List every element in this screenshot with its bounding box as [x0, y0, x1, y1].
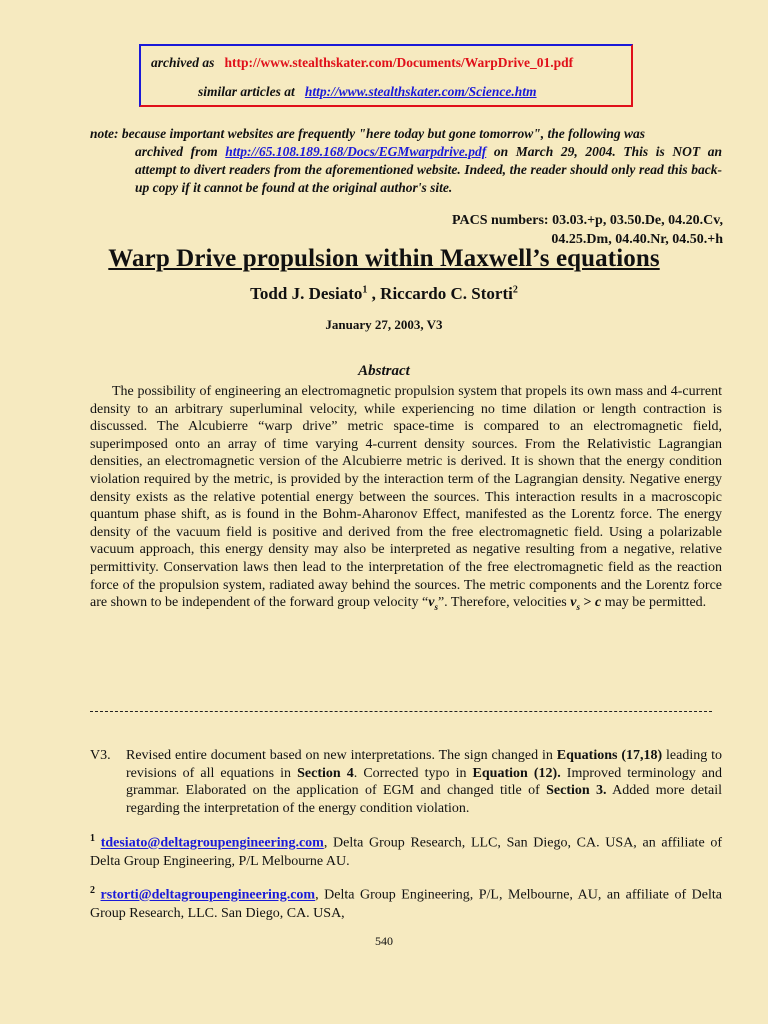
pacs-line-2: 04.25.Dm, 04.40.Nr, 04.50.+h	[551, 232, 723, 247]
archive-note	[90, 125, 722, 197]
revision-text-2: leading to revisions of all equations in	[126, 748, 723, 781]
revision-text-3: . Corrected typo in	[353, 765, 473, 781]
author-2: Riccardo C. Storti	[380, 284, 513, 303]
revision-equations-ref: Equations (17,18)	[556, 748, 663, 763]
abstract-text-c: may be permitted.	[601, 595, 707, 611]
revision-body	[90, 747, 722, 817]
greater-than-sign: >	[580, 595, 595, 611]
pacs-line-1: PACS numbers: 03.03.+p, 03.50.De, 04.20.Cv,	[451, 213, 723, 228]
revision-equation12-ref: Equation (12).	[472, 765, 561, 781]
author-1: Todd J. Desiato	[250, 284, 363, 303]
c-symbol: c	[594, 595, 602, 611]
source-url-link[interactable]: http://65.108.189.168/Docs/EGMwarpdrive.pdf	[225, 144, 487, 159]
author-2-footnote-mark: 2	[512, 284, 518, 296]
revision-text-5: Added more detail regarding the interpretation of the energy condition violation.	[126, 783, 722, 816]
revision-section4-ref: Section 4	[297, 765, 354, 781]
footnote-1	[90, 830, 722, 871]
abstract-text-a: The possibility of engineering an electromagnetic propulsion system that propels its own mass and 4-current density to an arbitrary superluminal velocity, while experiencing no time dilation or length contraction is discussed. The Alcubierre “warp drive” metric space-time is compared to an electromagnetic field, superimposed onto an array of time varying 4-current density sources. From the Relativistic Lagrangian densities, an electromagnetic version of the Alcubierre metric is derived. It is shown that the energy condition violation required by the metric, is provided by the interaction term of the Lagrangian density. Negative energy density exists as the relative potential energy between the sources. This interaction results in a macroscopic quantum phase shift, as is found in the Bohm-Aharonov Effect, manifested as the Lorentz force. The energy density of the vacuum field is positive and derived from the free electromagnetic field. Using a polarizable vacuum approach, this energy density may also be interpreted as negative resulting from a negative, relative permittivity. Conservation laws then lead to the interpretation of the free electromagnetic field as the reaction force of the propulsion system, radiated away behind the sources. The metric components and the Lorentz force are shown to be independent of the forward group velocity “	[90, 384, 722, 611]
vs-symbol: v	[428, 595, 435, 611]
footnote-2-text: , Delta Group Engineering, P/L, Melbourne, AU, an affiliate of Delta Group Research, LLC. San Diego, CA. USA,	[90, 887, 722, 921]
revision-note	[90, 747, 722, 817]
note-archived-from: archived from	[135, 144, 218, 159]
archived-url-link[interactable]: http://www.stealthskater.com/Documents/WarpDrive_01.pdf	[224, 55, 574, 70]
paper-date: January 27, 2003, V3	[325, 317, 443, 332]
revision-section3-ref: Section 3.	[546, 783, 607, 799]
similar-articles-label: similar articles at	[198, 84, 295, 99]
vs-subscript: s	[434, 601, 438, 612]
abstract-heading: Abstract	[358, 363, 410, 379]
footnote-2	[90, 882, 722, 923]
abstract-body	[90, 383, 722, 617]
author-1-footnote-mark: 1	[362, 284, 368, 296]
similar-articles-link[interactable]: http://www.stealthskater.com/Science.htm	[304, 84, 537, 99]
footnote-1-email-link[interactable]: tdesiato@deltagroupengineering.com	[100, 835, 324, 851]
revision-text-1: Revised entire document based on new interpretations. The sign changed in	[126, 748, 557, 763]
archived-as-line	[151, 55, 573, 71]
page-number: 540	[375, 934, 393, 948]
footnote-1-mark: 1	[90, 833, 95, 844]
pacs-numbers	[452, 211, 723, 249]
author-separator: ,	[367, 284, 381, 303]
archived-as-label: archived as	[151, 55, 215, 70]
note-lead: note: because important websites are frequently "here today but gone tomorrow", the following was	[90, 126, 646, 141]
section-divider	[90, 711, 712, 712]
vs-symbol-2: v	[570, 595, 577, 611]
similar-articles-line	[198, 84, 537, 100]
footnote-2-email-link[interactable]: rstorti@deltagroupengineering.com	[100, 887, 316, 903]
note-body	[90, 143, 722, 197]
revision-text-4: Improved terminology and grammar. Elaborated on the application of EGM and changed title of	[126, 765, 723, 799]
footnote-1-text: , Delta Group Research, LLC, San Diego, CA. USA, an affiliate of Delta Group Engineering, P/L Melbourne AU.	[90, 835, 722, 869]
authors	[0, 284, 768, 304]
abstract-text-b: ”. Therefore, velocities	[437, 595, 571, 611]
vs-subscript-2: s	[576, 601, 580, 612]
note-rest: on March 29, 2004. This is NOT an attempt to divert readers from the aforementioned website. Indeed, the reader should only read this back-up copy if it cannot be found at the original author's site.	[135, 144, 722, 195]
footnote-2-mark: 2	[90, 885, 95, 896]
archive-box	[139, 44, 633, 107]
revision-tag: V3.	[90, 748, 111, 763]
paper-title: Warp Drive propulsion within Maxwell’s equations	[108, 245, 660, 272]
